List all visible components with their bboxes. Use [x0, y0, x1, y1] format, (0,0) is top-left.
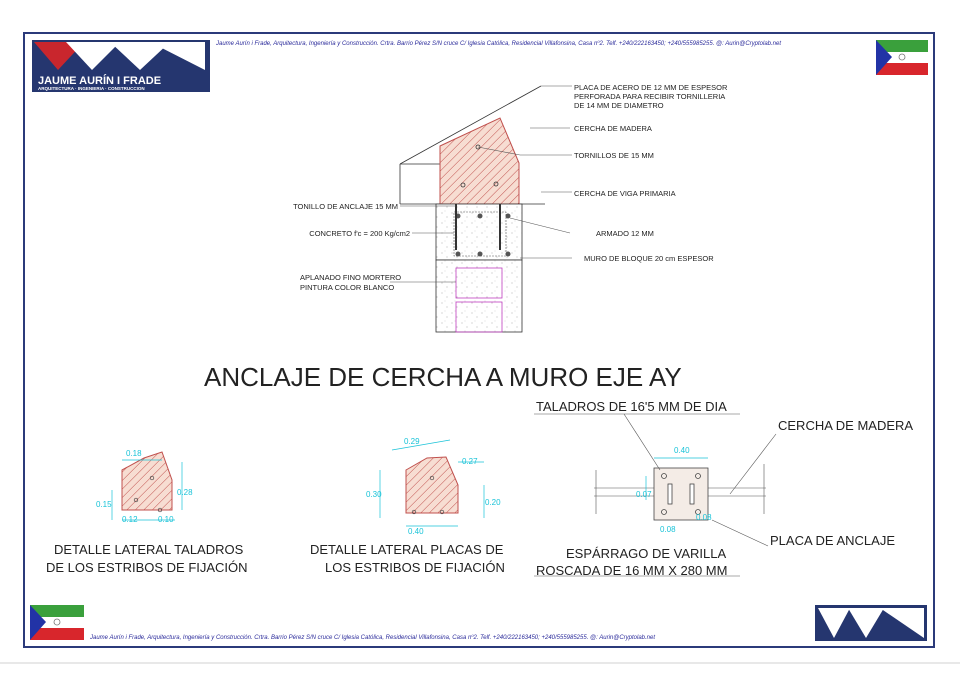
concrete-beam — [436, 204, 522, 260]
logo-name: JAUME AURÍN I FRADE — [38, 75, 162, 87]
detail2-title-2: LOS ESTRIBOS DE FIJACIÓN — [325, 560, 505, 575]
label-placa-3: DE 14 MM DE DIAMETRO — [574, 101, 664, 110]
footer-logo — [815, 605, 927, 641]
label-esparrago-1: ESPÁRRAGO DE VARILLA — [566, 546, 727, 561]
flag-top-right — [876, 40, 928, 75]
detail2-dim-2: 0.30 — [366, 490, 382, 499]
detail3-dim-3: 0.08 — [696, 513, 712, 522]
detail1-dim-0: 0.18 — [126, 449, 142, 458]
detail3-dim-2: 0.08 — [660, 525, 676, 534]
detail2-dim-3: 0.20 — [485, 498, 501, 507]
detail3-dim-1: 0.07 — [636, 490, 652, 499]
footer-company-info: Jaume Aurín i Frade, Arquitectura, Ingeniería y Construcción. Crtra. Barrio Pérez S/N cruce C/ Iglesia Católica, Residencial Villafonsina, Casa nº2. Telf. +240/222163450; +240/555985255. @: Aurin@Cryptolab.net — [90, 635, 656, 641]
label-placa-1: PLACA DE ACERO DE 12 MM DE ESPESOR — [574, 83, 728, 92]
detail1-dim-2: 0.12 — [122, 515, 138, 524]
detail1-dim-4: 0.28 — [177, 488, 193, 497]
detail1-dim-3: 0.10 — [158, 515, 174, 524]
label-esparrago-2: ROSCADA DE 16 MM X 280 MM — [536, 563, 728, 578]
detail2-dim-0: 0.29 — [404, 437, 420, 446]
detail2-title-1: DETALLE LATERAL PLACAS DE — [310, 542, 504, 557]
detail1-title-1: DETALLE LATERAL TALADROS — [54, 542, 244, 557]
detail2-dim-1: 0.27 — [462, 457, 478, 466]
label-muro: MURO DE BLOQUE 20 cm ESPESOR — [584, 254, 714, 263]
header-company-info: Jaume Aurín i Frade, Arquitectura, Ingeniería y Construcción. Crtra. Barrio Pérez S/N cruce C/ Iglesia Católica, Residencial Villafonsina, Casa nº2. Telf. +240/222163450; +240/555985255. @: Aurin@Cryptolab.net — [216, 41, 782, 47]
detail1-dim-1: 0.15 — [96, 500, 112, 509]
label-placa-2: PERFORADA PARA RECIBIR TORNILLERIA — [574, 92, 726, 101]
label-armado: ARMADO 12 MM — [596, 229, 654, 238]
label-placa-anclaje: PLACA DE ANCLAJE — [770, 533, 895, 548]
label-cercha-madera: CERCHA DE MADERA — [574, 124, 652, 133]
label-aplanado-2: PINTURA COLOR BLANCO — [300, 283, 395, 292]
flag-bottom-left — [30, 605, 84, 640]
label-cercha-madera-2: CERCHA DE MADERA — [778, 418, 914, 433]
company-logo — [32, 40, 210, 92]
label-aplanado-1: APLANADO FINO MORTERO — [300, 273, 402, 282]
main-title: ANCLAJE DE CERCHA A MURO EJE AY — [204, 362, 682, 392]
label-tornillos: TORNILLOS DE 15 MM — [574, 151, 654, 160]
logo-subtitle: ARQUITECTURA · INGENIERIA · CONSTRUCCION — [38, 86, 145, 91]
block-wall — [436, 260, 522, 332]
detail3-dim-0: 0.40 — [674, 446, 690, 455]
detail1-title-2: DE LOS ESTRIBOS DE FIJACIÓN — [46, 560, 248, 575]
label-concreto: CONCRETO f'c = 200 Kg/cm2 — [309, 229, 410, 238]
label-tornillo-anclaje: TONILLO DE ANCLAJE 15 MM — [293, 202, 398, 211]
label-taladros: TALADROS DE 16'5 MM DE DIA — [536, 399, 727, 414]
label-cercha-viga: CERCHA DE VIGA PRIMARIA — [574, 189, 676, 198]
detail2-dim-4: 0.40 — [408, 527, 424, 536]
